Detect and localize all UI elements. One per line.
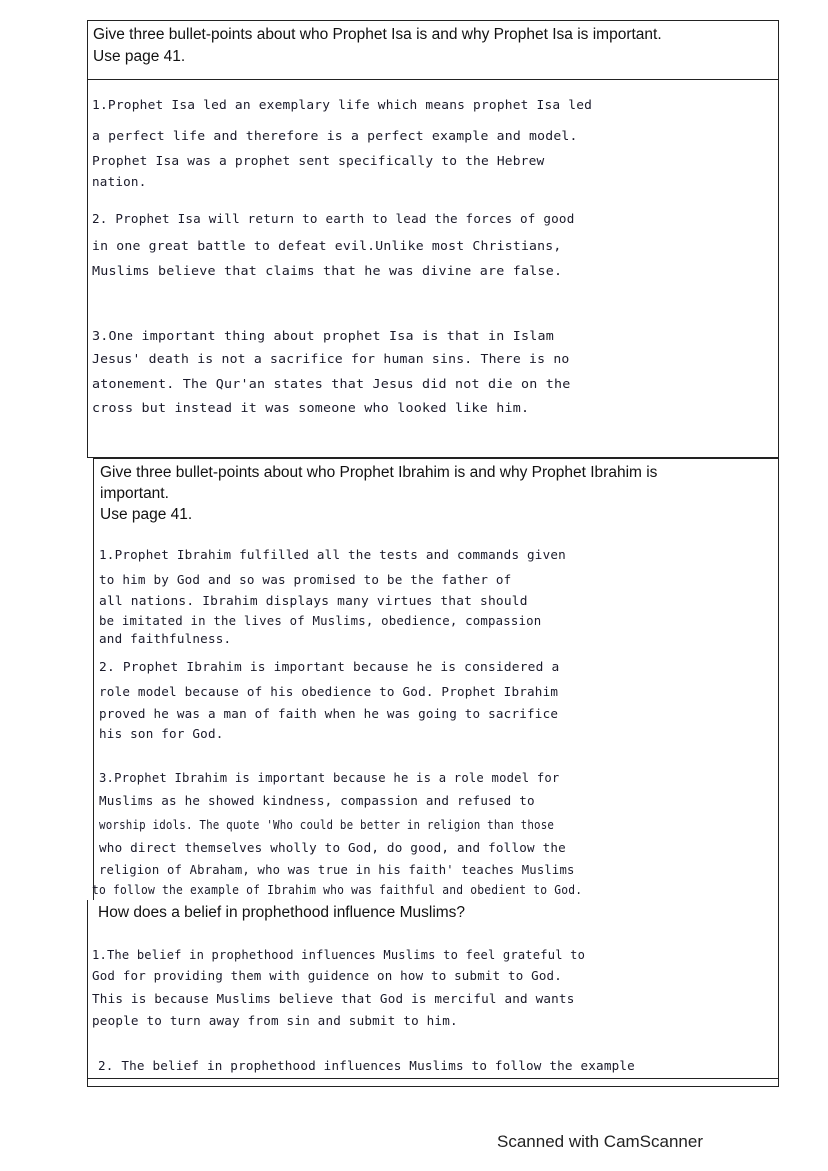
answer-line: role model because of his obedience to God. Prophet Ibrahim bbox=[99, 684, 559, 699]
answer-line: Muslims as he showed kindness, compassion and refused to bbox=[99, 793, 535, 808]
answer-line: people to turn away from sin and submit to him. bbox=[92, 1013, 458, 1028]
answer-line: 1.Prophet Isa led an exemplary life which means prophet Isa led bbox=[92, 97, 593, 112]
answer-line: and faithfulness. bbox=[99, 631, 232, 646]
answer-line: 2. The belief in prophethood influences Muslims to follow the example bbox=[98, 1058, 635, 1073]
answer-line: 1.The belief in prophethood influences Muslims to feel grateful to bbox=[92, 947, 586, 962]
answer-line: atonement. The Qur'an states that Jesus did not die on the bbox=[92, 376, 571, 391]
answer-line: Prophet Isa was a prophet sent specifically to the Hebrew bbox=[92, 153, 545, 168]
answer-line: who direct themselves wholly to God, do good, and follow the bbox=[99, 840, 566, 855]
answer-line: all nations. Ibrahim displays many virtues that should bbox=[99, 593, 528, 608]
answer-line: 3.One important thing about prophet Isa is that in Islam bbox=[92, 328, 554, 343]
question-ibrahim-cont: important. bbox=[100, 485, 169, 502]
answer-line: nation. bbox=[92, 174, 147, 189]
answer-line: a perfect life and therefore is a perfect example and model. bbox=[92, 128, 578, 143]
answer-line: God for providing them with guidence on how to submit to God. bbox=[92, 968, 562, 983]
question-isa: Give three bullet-points about who Prophet Isa is and why Prophet Isa is important. bbox=[93, 26, 662, 43]
answer-line: 1.Prophet Ibrahim fulfilled all the tests and commands given bbox=[99, 547, 566, 562]
question-ibrahim: Give three bullet-points about who Prophet Ibrahim is and why Prophet Ibrahim is bbox=[100, 464, 658, 481]
answer-line: Jesus' death is not a sacrifice for human sins. There is no bbox=[92, 351, 570, 366]
answer-line: This is because Muslims believe that God is merciful and wants bbox=[92, 991, 575, 1006]
answer-line: 2. Prophet Ibrahim is important because he is considered a bbox=[99, 659, 560, 674]
answer-line: Muslims believe that claims that he was divine are false. bbox=[92, 263, 563, 278]
answer-line: cross but instead it was someone who looked like him. bbox=[92, 400, 530, 415]
question-prophethood: How does a belief in prophethood influence Muslims? bbox=[98, 904, 466, 921]
answer-divider bbox=[87, 1078, 779, 1079]
question-isa-page-ref: Use page 41. bbox=[93, 48, 186, 65]
answer-line: religion of Abraham, who was true in his faith' teaches Muslims bbox=[99, 862, 575, 877]
answer-line: 3.Prophet Ibrahim is important because he is a role model for bbox=[99, 770, 560, 785]
scanner-watermark: Scanned with CamScanner bbox=[497, 1132, 704, 1151]
answer-line: proved he was a man of faith when he was going to sacrifice bbox=[99, 706, 559, 721]
answer-line: to him by God and so was promised to be the father of bbox=[99, 572, 512, 587]
answer-line: be imitated in the lives of Muslims, obedience, compassion bbox=[99, 613, 542, 628]
answer-line: his son for God. bbox=[99, 726, 224, 741]
answer-line: in one great battle to defeat evil.Unlike most Christians, bbox=[92, 238, 562, 253]
answer-line: worship idols. The quote 'Who could be better in religion than those bbox=[99, 817, 555, 832]
answer-line: 2. Prophet Isa will return to earth to lead the forces of good bbox=[92, 211, 575, 226]
question-ibrahim-page-ref: Use page 41. bbox=[100, 506, 193, 523]
question-divider bbox=[87, 79, 779, 80]
answer-line: to follow the example of Ibrahim who was faithful and obedient to God. bbox=[92, 882, 583, 897]
